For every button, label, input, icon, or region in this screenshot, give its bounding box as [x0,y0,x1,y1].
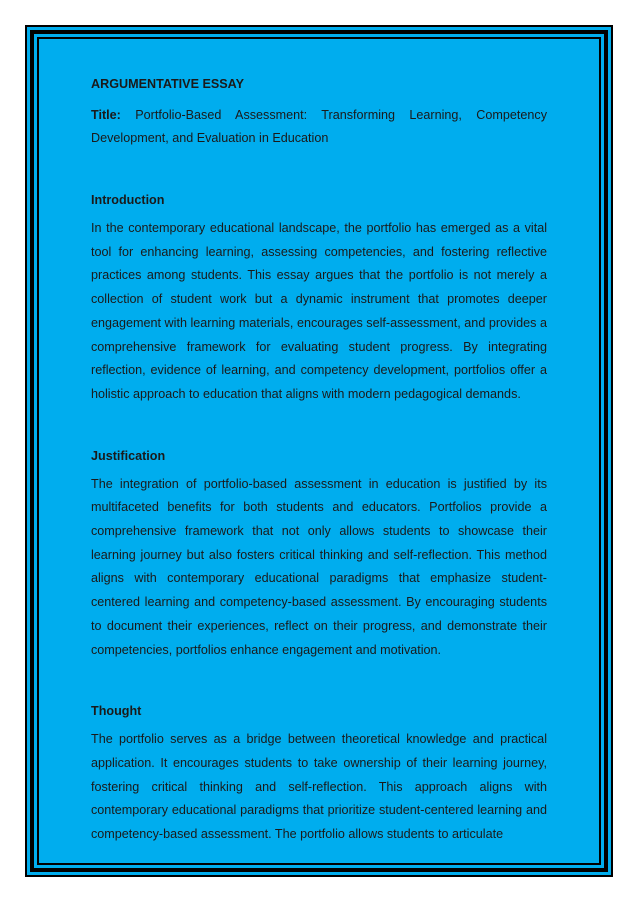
section-heading-introduction: Introduction [91,193,165,207]
spacer [91,662,547,701]
title-label: Title: [91,108,121,122]
essay-content [91,74,547,847]
section-body-thought: The portfolio serves as a bridge between theoretical knowledge and practical application. It encourages students to take ownership of their learning journey, fostering critical thinking and self-reflection. This approach aligns with contemporary educational paradigms that prioritize student-centered learning and competency-based assessment. The portfolio allows students to articulate [91,732,547,842]
essay-title [91,104,547,150]
title-text: Portfolio-Based Assessment: Transforming Learning, Competency Development, and Evaluation in Education [91,108,547,145]
section-heading-thought: Thought [91,704,142,719]
section-body-justification: The integration of portfolio-based assessment in education is justified by its multifaceted benefits for both students and educators. Portfolios provide a comprehensive framework that not only allows students to showcase their learning journey but also fosters critical thinking and self-reflection. This method aligns with contemporary educational paradigms that emphasize student-centered learning and competency-based assessment. By encouraging students to document their experiences, reflect on their progress, and demonstrate their competencies, portfolios enhance engagement and motivation. [91,476,547,657]
spacer [91,407,547,446]
section-body-introduction: In the contemporary educational landscape, the portfolio has emerged as a vital tool for enhancing learning, assessing competencies, and fostering reflective practices among students. This essay argues that the portfolio is not merely a collection of student work but a dynamic instrument that promotes deeper engagement with learning materials, encourages self-assessment, and provides a comprehensive framework for evaluating student progress. By integrating reflection, evidence of learning, and competency development, portfolios offer a holistic approach to education that aligns with modern pedagogical demands. [91,221,547,401]
section-heading-justification: Justification [91,448,166,463]
essay-type-heading: ARGUMENTATIVE ESSAY [91,77,245,91]
spacer [91,150,547,190]
